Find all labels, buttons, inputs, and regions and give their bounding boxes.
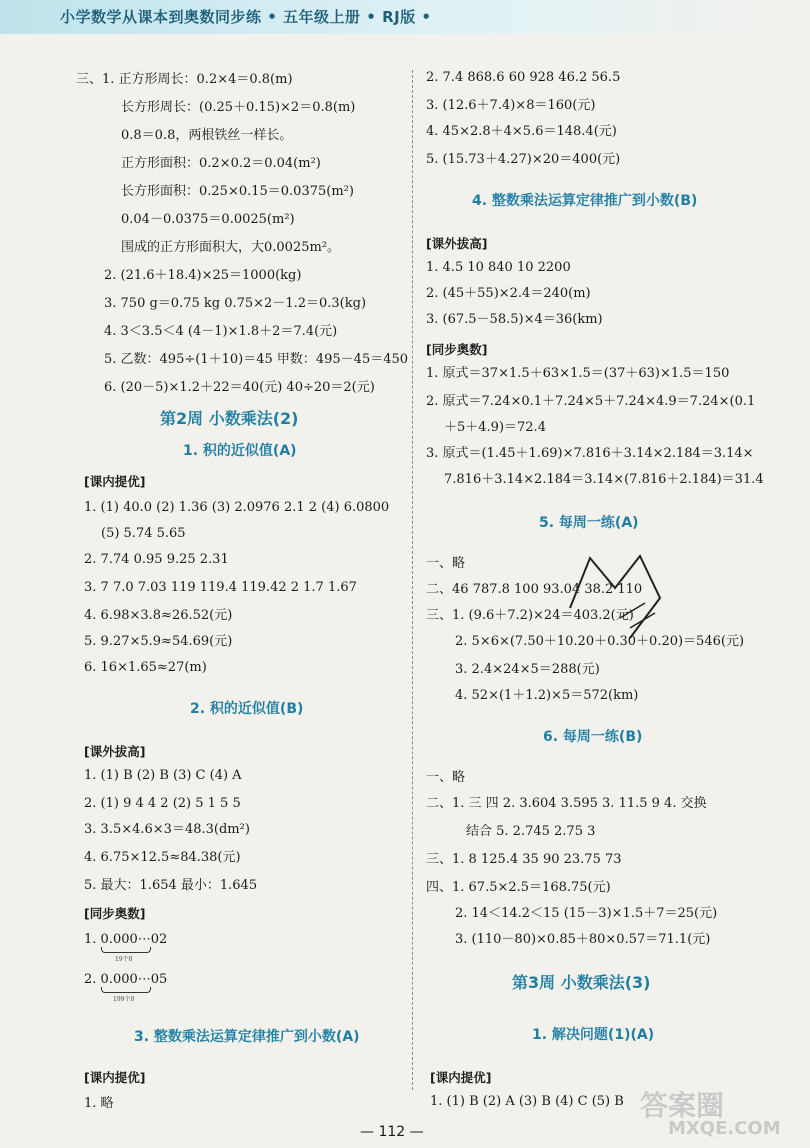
book-title: 小学数学从课本到奥数同步练 • 五年级上册 • RJ版 • bbox=[60, 8, 432, 26]
answer-line: 1. 4.5 10 840 10 2200 bbox=[426, 260, 571, 275]
answer-line: 3. (67.5－58.5)×4＝36(km) bbox=[426, 312, 603, 327]
answer-line: 3. 原式＝(1.45＋1.69)×7.816＋3.14×2.184＝3.14× bbox=[426, 446, 754, 461]
section-heading: 5. 每周一练(A) bbox=[539, 515, 639, 531]
answer-line: 正方形面积：0.2×0.2＝0.04(m²) bbox=[121, 156, 321, 171]
answer-line: 1. 0.000⋯02 bbox=[84, 932, 168, 947]
underbrace bbox=[101, 987, 151, 993]
week-heading: 第3周 小数乘法(3) bbox=[512, 973, 651, 992]
answer-line: 5. 乙数：495÷(1＋10)＝45 甲数：495－45＝450 bbox=[104, 352, 409, 367]
week-heading: 第2周 小数乘法(2) bbox=[160, 409, 299, 428]
zero-count-note: 19个0 bbox=[115, 956, 133, 963]
answer-line: 4. 6.75×12.5≈84.38(元) bbox=[84, 850, 241, 865]
answer-line: 3. (12.6＋7.4)×8＝160(元) bbox=[426, 98, 596, 113]
answer-line: 6. (20－5)×1.2＋22＝40(元) 40÷20＝2(元) bbox=[104, 380, 375, 395]
column-divider bbox=[412, 70, 413, 1090]
answer-line: 二、1. 三 四 2. 3.604 3.595 3. 11.5 9 4. 交换 bbox=[426, 796, 707, 811]
answer-line: 2. (45＋55)×2.4＝240(m) bbox=[426, 286, 591, 301]
zero-count-note: 199个0 bbox=[113, 996, 135, 1003]
answer-line: 3. (110－80)×0.85＋80×0.57＝71.1(元) bbox=[455, 932, 711, 947]
box-label: [同步奥数] bbox=[426, 342, 488, 357]
answer-line: 4. 3＜3.5＜4 (4－1)×1.8＋2＝7.4(元) bbox=[104, 324, 338, 339]
answer-line: (5) 5.74 5.65 bbox=[101, 526, 186, 541]
answer-line: 2. 0.000⋯05 bbox=[84, 972, 168, 987]
answer-line: 2. 7.74 0.95 9.25 2.31 bbox=[84, 552, 229, 567]
box-label: [课内提优] bbox=[84, 1070, 146, 1085]
box-label: [课外拔高] bbox=[426, 236, 488, 251]
box-label: [课外拔高] bbox=[84, 744, 146, 759]
answer-line: 二、46 787.8 100 93.04 38.2 110 bbox=[426, 582, 643, 597]
answer-line: 4. 45×2.8＋4×5.6＝148.4(元) bbox=[426, 124, 617, 139]
answer-line: 2. 14＜14.2＜15 (15－3)×1.5＋7＝25(元) bbox=[455, 906, 718, 921]
answer-line: 5. (15.73＋4.27)×20＝400(元) bbox=[426, 152, 621, 167]
answer-line: 一、略 bbox=[426, 770, 466, 785]
answer-line: 围成的正方形面积大，大0.0025m²。 bbox=[121, 240, 341, 255]
answer-line: 2. 7.4 868.6 60 928 46.2 56.5 bbox=[426, 70, 621, 85]
answer-line: 5. 最大：1.654 最小：1.645 bbox=[84, 878, 258, 893]
answer-line: 4. 52×(1＋1.2)×5＝572(km) bbox=[455, 688, 639, 703]
answer-line: 结合 5. 2.745 2.75 3 bbox=[466, 824, 596, 839]
section-heading: 1. 解决问题(1)(A) bbox=[532, 1027, 655, 1043]
answer-line: ＋5＋4.9)＝72.4 bbox=[444, 420, 546, 435]
answer-line: 2. 5×6×(7.50＋10.20＋0.30＋0.20)＝546(元) bbox=[455, 634, 745, 649]
section-heading: 4. 整数乘法运算定律推广到小数(B) bbox=[472, 193, 698, 209]
page-header bbox=[0, 0, 810, 34]
section-heading: 6. 每周一练(B) bbox=[543, 729, 643, 745]
answer-line: 三、1. 8 125.4 35 90 23.75 73 bbox=[426, 852, 622, 867]
answer-line: 1. (1) B (2) B (3) C (4) A bbox=[84, 768, 242, 783]
answer-line: 长方形面积：0.25×0.15＝0.0375(m²) bbox=[121, 184, 354, 199]
answer-line: 2. 原式＝7.24×0.1＋7.24×5＋7.24×4.9＝7.24×(0.1 bbox=[426, 394, 756, 409]
answer-line: 3. 3.5×4.6×3＝48.3(dm²) bbox=[84, 822, 250, 837]
answer-line: 2. (1) 9 4 4 2 (2) 5 1 5 5 bbox=[84, 796, 241, 811]
answer-line: 四、1. 67.5×2.5＝168.75(元) bbox=[426, 880, 611, 895]
answer-line: 7.816＋3.14×2.184＝3.14×(7.816＋2.184)＝31.4 bbox=[444, 472, 764, 487]
answer-line: 1. 原式＝37×1.5＋63×1.5＝(37＋63)×1.5＝150 bbox=[426, 366, 730, 381]
answer-line: 1. (1) 40.0 (2) 1.36 (3) 2.0976 2.1 2 (4) 6.0800 bbox=[84, 500, 390, 515]
answer-line: 1. 略 bbox=[84, 1096, 114, 1111]
answer-line: 长方形周长：(0.25＋0.15)×2＝0.8(m) bbox=[121, 100, 356, 115]
underbrace bbox=[101, 947, 151, 953]
answer-line: 5. 9.27×5.9≈54.69(元) bbox=[84, 634, 233, 649]
section-heading: 2. 积的近似值(B) bbox=[190, 701, 304, 717]
answer-line: 3. 750 g＝0.75 kg 0.75×2－1.2＝0.3(kg) bbox=[104, 296, 367, 311]
answer-line: 三、1. 正方形周长：0.2×4＝0.8(m) bbox=[76, 72, 293, 87]
box-label: [课内提优] bbox=[84, 474, 146, 489]
page-number: — 112 — bbox=[360, 1124, 424, 1140]
answer-line: 0.04－0.0375＝0.0025(m²) bbox=[121, 212, 295, 227]
watermark-logo: 答案圈 bbox=[640, 1089, 725, 1122]
answer-line: 三、1. (9.6＋7.2)×24＝403.2(元) bbox=[426, 608, 634, 623]
section-heading: 3. 整数乘法运算定律推广到小数(A) bbox=[134, 1029, 360, 1045]
answer-line: 2. (21.6＋18.4)×25＝1000(kg) bbox=[104, 268, 302, 283]
handwritten-scribble bbox=[560, 548, 680, 648]
box-label: [同步奥数] bbox=[84, 906, 146, 921]
watermark-url: MXQE.COM bbox=[668, 1118, 781, 1139]
answer-line: 3. 2.4×24×5＝288(元) bbox=[455, 662, 600, 677]
box-label: [课内提优] bbox=[430, 1070, 492, 1085]
answer-line: 3. 7 7.0 7.03 119 119.4 119.42 2 1.7 1.67 bbox=[84, 580, 357, 595]
answer-line: 0.8＝0.8，两根铁丝一样长。 bbox=[121, 128, 293, 143]
section-heading: 1. 积的近似值(A) bbox=[183, 443, 297, 459]
answer-line: 一、略 bbox=[426, 556, 466, 571]
answer-line: 1. (1) B (2) A (3) B (4) C (5) B bbox=[430, 1094, 624, 1109]
answer-line: 6. 16×1.65≈27(m) bbox=[84, 660, 207, 675]
answer-line: 4. 6.98×3.8≈26.52(元) bbox=[84, 608, 233, 623]
